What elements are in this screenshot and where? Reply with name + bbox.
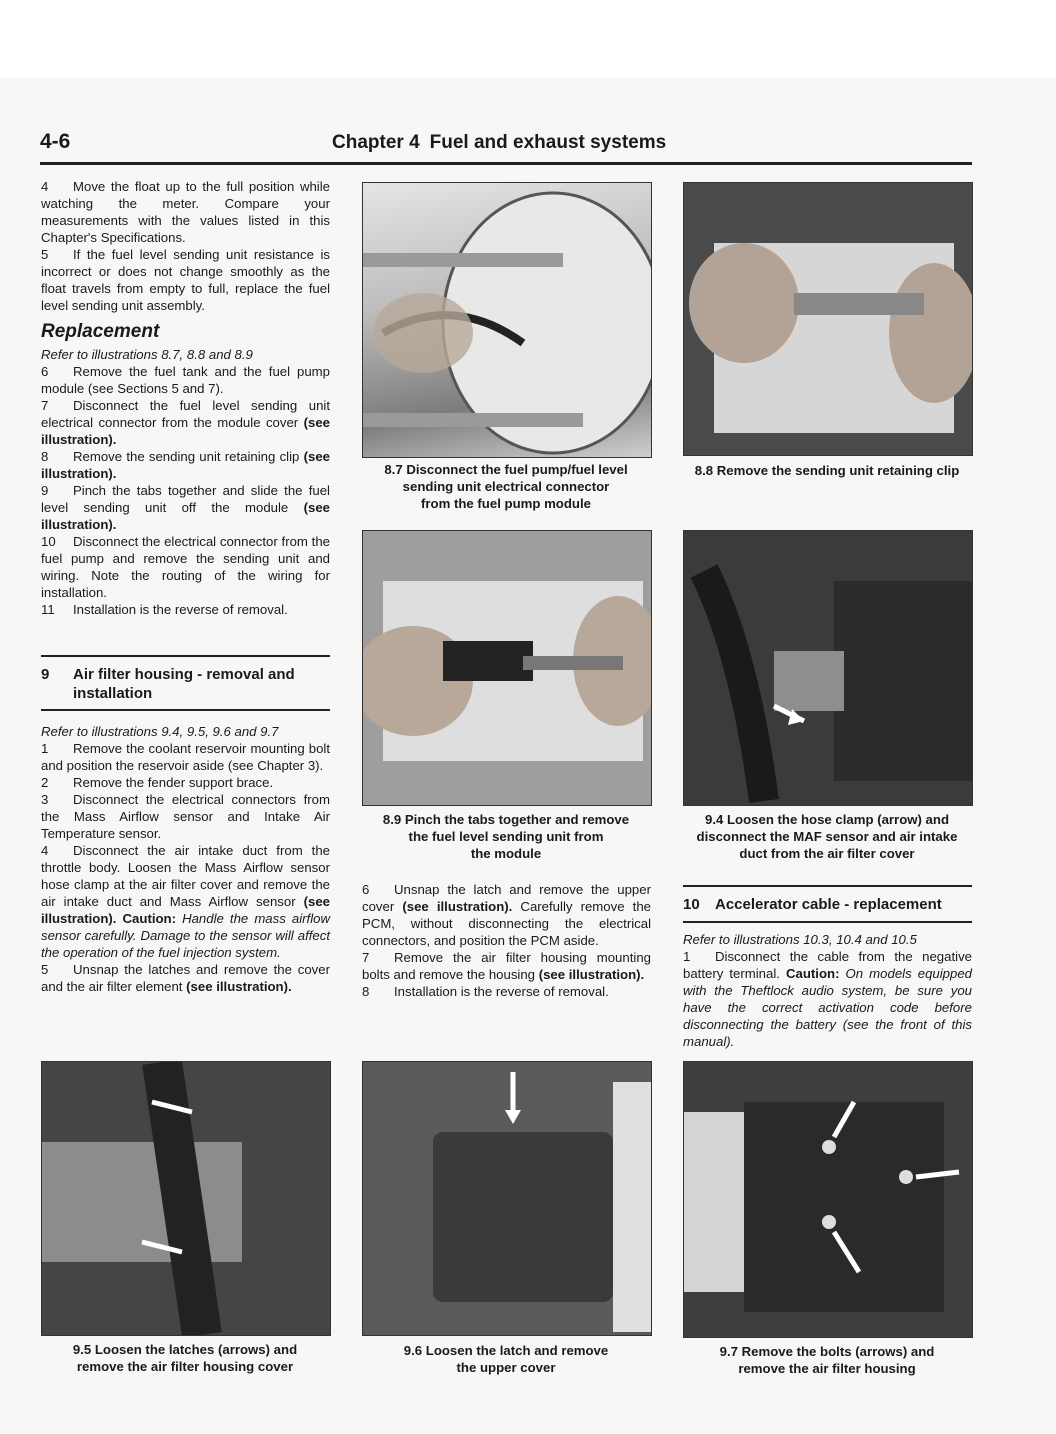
photo-9-5 [41,1061,331,1336]
fuel-pump-module-image [363,183,651,457]
caption-9-7: 9.7 Remove the bolts (arrows) and remove the air filter housing [719,1344,935,1376]
paragraph: 8 Installation is the reverse of removal. [362,984,609,999]
paragraph: 5 Unsnap the latches and remove the cover and the air filter element (see illustration). [41,962,330,994]
air-filter-latches-image [42,1062,330,1335]
illustration-reference: Refer to illustrations 9.4, 9.5, 9.6 and 9.7 [41,724,279,739]
column-1-lower [41,723,330,995]
paragraph: 1 Remove the coolant reservoir mounting bolt and position the reservoir aside (see Chapter 3). [41,741,330,773]
section-9-title-line1: Air filter housing - removal and [73,666,295,683]
page-header [40,128,972,162]
illustration-reference: Refer to illustrations 8.7, 8.8 and 8.9 [41,347,253,362]
chapter-label: Chapter 4 [332,132,420,153]
paragraph: 7 Disconnect the fuel level sending unit electrical connector from the module cover (see illustration). [41,398,330,447]
section-10-title: Accelerator cable - replacement [715,896,942,913]
column-3-text [683,931,972,1050]
caption-9-4: 9.4 Loosen the hose clamp (arrow) and disconnect the MAF sensor and air intake duct from the air filter cover [696,812,958,861]
caption-9-6: 9.6 Loosen the latch and remove the upper cover [403,1343,609,1375]
page-number: 4-6 [40,130,71,153]
paragraph: 9 Pinch the tabs together and slide the fuel level sending unit off the module (see illustration). [41,483,330,532]
scan-top-margin [0,0,1056,78]
paragraph: 10 Disconnect the electrical connector from the fuel pump and remove the sending unit and wiring. Note the routing of the wiring for installation. [41,534,330,600]
column-1-top [41,178,330,618]
paragraph: 3 Disconnect the electrical connectors from the Mass Airflow sensor and Intake Air Temperature sensor. [41,792,330,841]
chapter-title: Fuel and exhaust systems [429,132,667,153]
upper-cover-image [363,1062,651,1335]
paragraph: 1 Disconnect the cable from the negative battery terminal. Caution: On models equipped with the Theftlock audio system, be sure you have the correct activation code before disconnecting the battery (see the front of this manual). [683,949,973,1049]
paragraph: 4 Disconnect the air intake duct from the throttle body. Loosen the Mass Airflow sensor hose clamp at the air filter cover and remove the air intake duct and Mass Airflow sensor (see illustration). Caution: Handle the mass airflow sensor carefully. Damage to the sensor will affect the operation of the fuel injection system. [41,843,330,960]
paragraph: 6 Remove the fuel tank and the fuel pump module (see Sections 5 and 7). [41,364,330,396]
caption-8-8: 8.8 Remove the sending unit retaining clip [694,463,960,478]
paragraph: 2 Remove the fender support brace. [41,775,274,790]
caption-8-9: 8.9 Pinch the tabs together and remove the fuel level sending unit from the module [382,812,630,861]
chapter-heading [332,132,666,154]
air-filter-housing-bolts-image [684,1062,972,1337]
section-9-heading: 9 Air filter housing - removal and installation [41,655,330,711]
paragraph: 11 Installation is the reverse of removal. [41,602,288,617]
column-2-text [362,881,651,1000]
paragraph: 7 Remove the air filter housing mounting bolts and remove the housing (see illustration). [362,950,651,982]
photo-9-4 [683,530,973,806]
paragraph: 5 If the fuel level sending unit resistance is incorrect or does not change smoothly as the float travels from empty to full, replace the fuel level sending unit assembly. [41,247,330,313]
caption-8-7: 8.7 Disconnect the fuel pump/fuel level sending unit electrical connector from the fuel pump module [384,462,628,511]
sending-unit-tabs-image [363,531,651,805]
illustration-reference: Refer to illustrations 10.3, 10.4 and 10.5 [683,932,917,947]
caption-9-5: 9.5 Loosen the latches (arrows) and remove the air filter housing cover [72,1342,298,1374]
photo-8-9 [362,530,652,806]
replacement-heading: Replacement [41,321,160,342]
section-9-title-line2: installation [73,685,153,702]
maf-sensor-image [684,531,972,805]
paragraph: 8 Remove the sending unit retaining clip (see illustration). [41,449,330,481]
sending-unit-clip-image [684,183,972,455]
header-rule [40,162,972,165]
photo-9-7 [683,1061,973,1338]
photo-9-6 [362,1061,652,1336]
paragraph: 6 Unsnap the latch and remove the upper cover (see illustration). Carefully remove the PCM, without disconnecting the electrical connectors, and position the PCM aside. [362,882,651,948]
section-10-heading: 10 Accelerator cable - replacement [683,885,972,923]
photo-8-7 [362,182,652,458]
photo-8-8 [683,182,973,456]
paragraph: 4 Move the float up to the full position while watching the meter. Compare your measurements with the values listed in this Chapter's Specifications. [41,179,330,245]
